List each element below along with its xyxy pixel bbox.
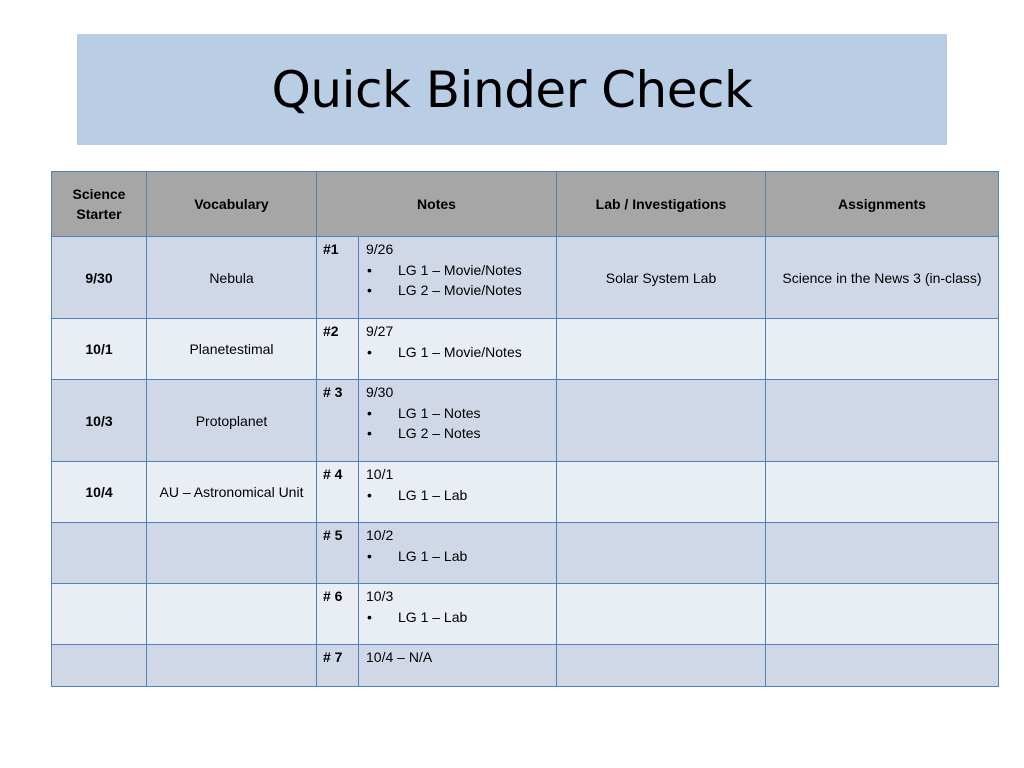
- science-starter-cell: 10/3: [52, 380, 147, 462]
- notes-bullet-text: LG 2 – Movie/Notes: [398, 282, 522, 298]
- bullet-icon: •: [367, 404, 372, 421]
- binder-check-table: [51, 171, 999, 687]
- lab-investigations-cell: [557, 645, 766, 687]
- notes-bullet-text: LG 1 – Movie/Notes: [398, 261, 522, 278]
- table-row: [52, 462, 999, 523]
- notes-cell: [359, 380, 557, 462]
- header-notes: Notes: [317, 172, 557, 237]
- science-starter-cell: [52, 584, 147, 645]
- notes-number-cell: # 5: [317, 523, 359, 584]
- notes-number-cell: # 6: [317, 584, 359, 645]
- science-starter-cell: 10/4: [52, 462, 147, 523]
- notes-date: 10/3: [366, 588, 394, 604]
- notes-bullet-item: [366, 485, 556, 506]
- title-banner: [77, 34, 947, 145]
- assignments-cell: [766, 645, 999, 687]
- table-row: [52, 584, 999, 645]
- vocabulary-cell: [147, 584, 317, 645]
- science-starter-cell: 9/30: [52, 237, 147, 319]
- header-vocabulary: Vocabulary: [147, 172, 317, 237]
- notes-date: 10/2: [366, 527, 394, 543]
- table-row: [52, 523, 999, 584]
- notes-number-cell: #2: [317, 319, 359, 380]
- lab-investigations-cell: Solar System Lab: [557, 237, 766, 319]
- bullet-icon: •: [367, 608, 372, 625]
- bullet-icon: •: [367, 425, 372, 441]
- notes-bullet-text: LG 2 – Notes: [398, 425, 481, 441]
- bullet-icon: •: [367, 261, 372, 278]
- table-row: [52, 380, 999, 462]
- notes-bullet-item: [366, 403, 556, 424]
- vocabulary-cell: Protoplanet: [147, 380, 317, 462]
- assignments-cell: Science in the News 3 (in-class): [766, 237, 999, 319]
- table-row: [52, 645, 999, 687]
- assignments-cell: [766, 462, 999, 523]
- table-row: [52, 237, 999, 319]
- table-header-row: [52, 172, 999, 237]
- vocabulary-cell: Planetestimal: [147, 319, 317, 380]
- notes-date: 10/1: [366, 466, 394, 482]
- lab-investigations-cell: [557, 380, 766, 462]
- bullet-icon: •: [367, 282, 372, 298]
- notes-number-cell: # 7: [317, 645, 359, 687]
- bullet-icon: •: [367, 486, 372, 503]
- notes-date: 9/30: [366, 384, 394, 400]
- notes-number-cell: # 3: [317, 380, 359, 462]
- notes-cell: [359, 645, 557, 687]
- lab-investigations-cell: [557, 523, 766, 584]
- lab-investigations-cell: [557, 584, 766, 645]
- header-assignments: Assignments: [766, 172, 999, 237]
- notes-bullet-item: [366, 342, 556, 363]
- notes-bullet-text: LG 1 – Lab: [398, 608, 468, 625]
- vocabulary-cell: [147, 523, 317, 584]
- table-row: [52, 319, 999, 380]
- slide-title: Quick Binder Check: [271, 60, 753, 119]
- bullet-icon: •: [367, 547, 372, 564]
- table-body: [52, 237, 999, 687]
- header-lab-investigations: Lab / Investigations: [557, 172, 766, 237]
- science-starter-cell: 10/1: [52, 319, 147, 380]
- science-starter-cell: [52, 645, 147, 687]
- header-science-starter: Science Starter: [52, 172, 147, 237]
- vocabulary-cell: [147, 645, 317, 687]
- notes-cell: [359, 462, 557, 523]
- notes-bullet-text: LG 1 – Notes: [398, 404, 481, 421]
- notes-cell: [359, 584, 557, 645]
- notes-bullet-item: [366, 546, 556, 567]
- lab-investigations-cell: [557, 462, 766, 523]
- notes-cell: [359, 237, 557, 319]
- notes-date: 9/26: [366, 241, 394, 257]
- assignments-cell: [766, 380, 999, 462]
- notes-date: 9/27: [366, 323, 394, 339]
- vocabulary-cell: AU – Astronomical Unit: [147, 462, 317, 523]
- notes-date: 10/4 – N/A: [366, 649, 433, 665]
- assignments-cell: [766, 523, 999, 584]
- vocabulary-cell: Nebula: [147, 237, 317, 319]
- notes-cell: [359, 319, 557, 380]
- notes-bullet-item: [366, 280, 556, 301]
- notes-cell: [359, 523, 557, 584]
- notes-bullet-text: LG 1 – Movie/Notes: [398, 343, 522, 360]
- science-starter-cell: [52, 523, 147, 584]
- bullet-icon: •: [367, 343, 372, 360]
- notes-bullet-text: LG 1 – Lab: [398, 486, 468, 503]
- notes-bullet-item: [366, 260, 556, 281]
- notes-bullet-item: [366, 607, 556, 628]
- notes-number-cell: #1: [317, 237, 359, 319]
- notes-bullet-item: [366, 423, 556, 444]
- assignments-cell: [766, 319, 999, 380]
- assignments-cell: [766, 584, 999, 645]
- notes-bullet-text: LG 1 – Lab: [398, 547, 468, 564]
- notes-number-cell: # 4: [317, 462, 359, 523]
- lab-investigations-cell: [557, 319, 766, 380]
